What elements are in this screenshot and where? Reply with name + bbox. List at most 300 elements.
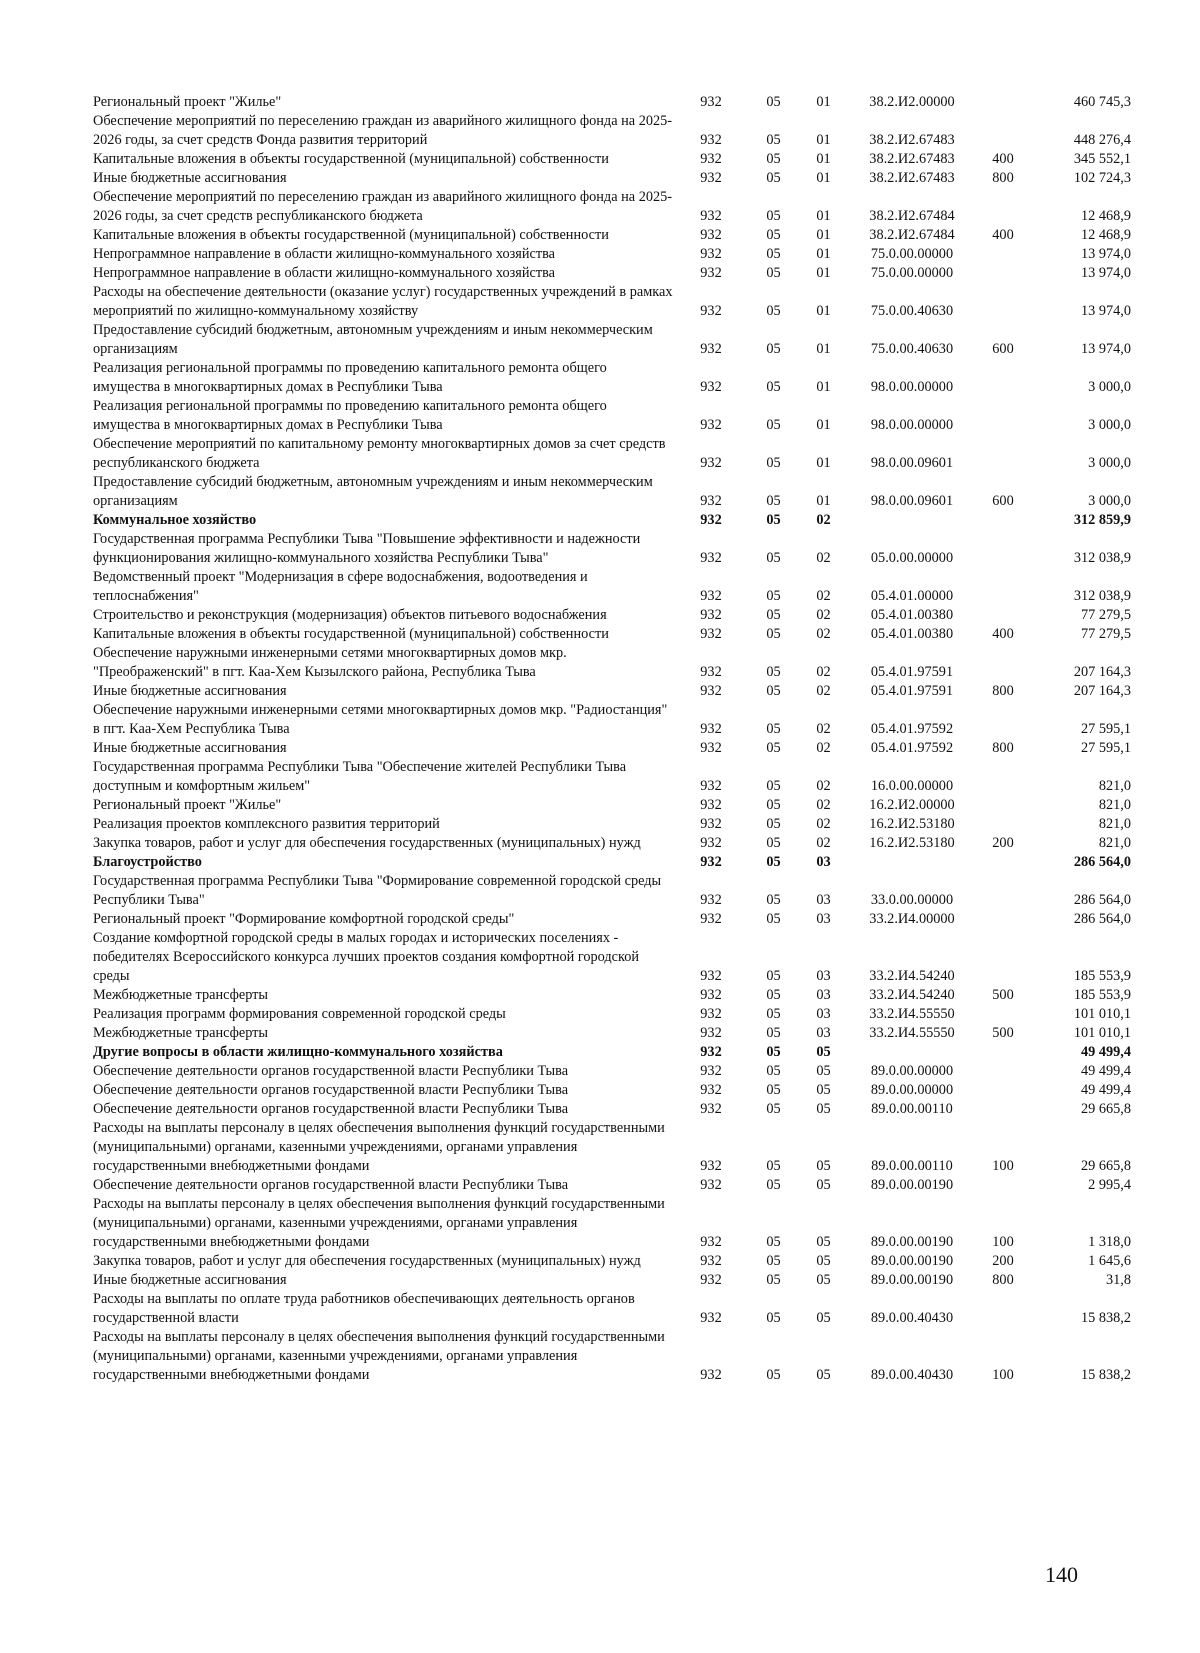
row-expense-type — [978, 359, 1028, 397]
row-name: Другие вопросы в области жилищно-коммунального хозяйства — [93, 1044, 503, 1060]
row-section-code: 05 — [766, 417, 781, 433]
table-row — [93, 1271, 1133, 1290]
row-subsection-code: 05 — [816, 1310, 831, 1326]
row-amount: 29 665,8 — [1080, 1158, 1131, 1174]
row-target-article: 75.0.00.40630 — [870, 303, 954, 319]
row-subsection-code: 01 — [816, 94, 831, 110]
table-row — [93, 169, 1133, 188]
row-amount: 448 276,4 — [1073, 132, 1131, 148]
row-target-article: 98.0.00.00000 — [870, 379, 954, 395]
row-name: Расходы на выплаты персоналу в целях обеспечения выполнения функций государственными (муниципальными) органами, казенными учреждениями, органами управления государственными внебюджетными фондами — [93, 1329, 665, 1383]
row-target-article: 89.0.00.00000 — [870, 1063, 954, 1079]
row-ved-code: 932 — [700, 1063, 722, 1079]
row-ved-code: 932 — [700, 265, 722, 281]
row-expense-type: 600 — [992, 341, 1014, 357]
table-row — [93, 796, 1133, 815]
table-row — [93, 226, 1133, 245]
row-ved-code: 932 — [700, 1101, 722, 1117]
row-amount: 3 000,0 — [1088, 417, 1131, 433]
row-amount: 821,0 — [1098, 797, 1131, 813]
row-expense-type — [978, 910, 1028, 929]
table-row — [93, 644, 1133, 682]
row-expense-type — [978, 188, 1028, 226]
row-section-code: 05 — [766, 892, 781, 908]
row-expense-type — [978, 872, 1028, 910]
row-section-code: 05 — [766, 493, 781, 509]
row-section-code: 05 — [766, 968, 781, 984]
table-row — [93, 986, 1133, 1005]
row-subsection-code: 01 — [816, 151, 831, 167]
row-subsection-code: 02 — [816, 721, 831, 737]
row-ved-code: 932 — [700, 493, 722, 509]
row-section-code: 05 — [766, 1063, 781, 1079]
row-expense-type: 100 — [992, 1367, 1014, 1383]
row-name: Обеспечение деятельности органов государственной власти Республики Тыва — [93, 1101, 569, 1117]
row-section-code: 05 — [766, 588, 781, 604]
row-amount: 821,0 — [1098, 816, 1131, 832]
row-amount: 286 564,0 — [1073, 854, 1131, 870]
row-name: Государственная программа Республики Тыва "Формирование современной городской среды Республики Тыва" — [93, 873, 662, 908]
row-name: Реализация региональной программы по проведению капитального ремонта общего имущества в многоквартирных домах в Республики Тыва — [93, 398, 607, 433]
row-target-article: 33.2.И4.54240 — [869, 968, 955, 984]
row-subsection-code: 02 — [816, 512, 831, 528]
row-ved-code: 932 — [700, 1310, 722, 1326]
row-ved-code: 932 — [700, 1025, 722, 1041]
row-subsection-code: 01 — [816, 379, 831, 395]
row-subsection-code: 03 — [816, 892, 831, 908]
row-name: Расходы на обеспечение деятельности (оказание услуг) государственных учреждений в рамках мероприятий по жилищно-коммунальному хозяйству — [93, 284, 673, 319]
row-target-article: 33.0.00.00000 — [870, 892, 954, 908]
row-ved-code: 932 — [700, 968, 722, 984]
row-target-article: 89.0.00.00110 — [871, 1101, 953, 1117]
table-row — [93, 112, 1133, 150]
row-ved-code: 932 — [700, 417, 722, 433]
row-expense-type — [978, 1290, 1028, 1328]
row-ved-code: 932 — [700, 1006, 722, 1022]
table-row — [93, 1062, 1133, 1081]
row-expense-type — [978, 815, 1028, 834]
row-name: Закупка товаров, работ и услуг для обеспечения государственных (муниципальных) нужд — [93, 835, 641, 851]
row-ved-code: 932 — [700, 664, 722, 680]
row-section-code: 05 — [766, 208, 781, 224]
row-name: Расходы на выплаты по оплате труда работников обеспечивающих деятельность органов государственной власти — [93, 1291, 635, 1326]
row-target-article: 89.0.00.00190 — [870, 1177, 954, 1193]
table-row — [93, 1195, 1133, 1252]
row-expense-type: 800 — [992, 1272, 1014, 1288]
table-row — [93, 1290, 1133, 1328]
row-target-article: 33.2.И4.55550 — [869, 1025, 955, 1041]
row-expense-type — [978, 1100, 1028, 1119]
row-section-code: 05 — [766, 816, 781, 832]
row-expense-type — [978, 758, 1028, 796]
row-target-article: 75.0.00.00000 — [870, 265, 954, 281]
row-expense-type: 200 — [992, 835, 1014, 851]
row-ved-code: 932 — [700, 132, 722, 148]
row-target-article: 89.0.00.00190 — [870, 1272, 954, 1288]
row-target-article: 98.0.00.09601 — [870, 455, 954, 471]
row-target-article: 38.2.И2.67484 — [869, 208, 955, 224]
row-amount: 207 164,3 — [1073, 683, 1131, 699]
budget-table-body — [93, 93, 1133, 1385]
row-section-code: 05 — [766, 1082, 781, 1098]
row-amount: 207 164,3 — [1073, 664, 1131, 680]
row-expense-type — [978, 283, 1028, 321]
table-row — [93, 245, 1133, 264]
row-ved-code: 932 — [700, 303, 722, 319]
row-name: Расходы на выплаты персоналу в целях обеспечения выполнения функций государственными (муниципальными) органами, казенными учреждениями, органами управления государственными внебюджетными фондами — [93, 1196, 665, 1250]
row-ved-code: 932 — [700, 816, 722, 832]
row-section-code: 05 — [766, 1272, 781, 1288]
table-row — [93, 93, 1133, 112]
row-name: Региональный проект "Формирование комфортной городской среды" — [93, 911, 515, 927]
row-ved-code: 932 — [700, 341, 722, 357]
row-amount: 27 595,1 — [1080, 740, 1131, 756]
row-section-code: 05 — [766, 721, 781, 737]
row-subsection-code: 01 — [816, 493, 831, 509]
row-target-article: 16.2.И2.53180 — [869, 835, 955, 851]
row-amount: 12 468,9 — [1080, 208, 1131, 224]
row-section-code: 05 — [766, 683, 781, 699]
row-amount: 31,8 — [1105, 1272, 1131, 1288]
row-ved-code: 932 — [700, 835, 722, 851]
row-subsection-code: 02 — [816, 740, 831, 756]
row-amount: 49 499,4 — [1080, 1063, 1131, 1079]
table-row — [93, 853, 1133, 872]
row-section-code: 05 — [766, 1367, 781, 1383]
row-target-article: 05.4.01.00380 — [870, 626, 954, 642]
row-amount: 3 000,0 — [1088, 455, 1131, 471]
row-name: Капитальные вложения в объекты государственной (муниципальной) собственности — [93, 227, 609, 243]
row-section-code: 05 — [766, 341, 781, 357]
row-amount: 286 564,0 — [1073, 892, 1131, 908]
row-name: Обеспечение мероприятий по капитальному ремонту многоквартирных домов за счет средств республиканского бюджета — [93, 436, 666, 471]
row-expense-type: 800 — [992, 170, 1014, 186]
row-expense-type — [978, 701, 1028, 739]
row-subsection-code: 05 — [816, 1101, 831, 1117]
row-subsection-code: 01 — [816, 227, 831, 243]
row-subsection-code: 01 — [816, 341, 831, 357]
table-row — [93, 530, 1133, 568]
row-name: Реализация региональной программы по проведению капитального ремонта общего имущества в многоквартирных домах в Республики Тыва — [93, 360, 607, 395]
row-ved-code: 932 — [700, 626, 722, 642]
table-row — [93, 473, 1133, 511]
row-amount: 13 974,0 — [1080, 303, 1131, 319]
row-subsection-code: 01 — [816, 170, 831, 186]
row-subsection-code: 05 — [816, 1272, 831, 1288]
row-subsection-code: 02 — [816, 588, 831, 604]
row-subsection-code: 05 — [816, 1367, 831, 1383]
row-subsection-code: 02 — [816, 550, 831, 566]
row-section-code: 05 — [766, 1177, 781, 1193]
table-row — [93, 910, 1133, 929]
row-ved-code: 932 — [700, 208, 722, 224]
row-amount: 29 665,8 — [1080, 1101, 1131, 1117]
table-row — [93, 511, 1133, 530]
row-target-article: 05.4.01.97591 — [870, 664, 954, 680]
row-subsection-code: 01 — [816, 246, 831, 262]
row-target-article: 16.2.И2.00000 — [869, 797, 955, 813]
row-section-code: 05 — [766, 379, 781, 395]
row-expense-type — [978, 93, 1028, 112]
row-section-code: 05 — [766, 132, 781, 148]
table-row — [93, 1176, 1133, 1195]
row-expense-type: 400 — [992, 626, 1014, 642]
row-target-article: 75.0.00.00000 — [870, 246, 954, 262]
row-expense-type: 400 — [992, 227, 1014, 243]
row-expense-type: 100 — [992, 1234, 1014, 1250]
row-name: Межбюджетные трансферты — [93, 987, 269, 1003]
row-target-article: 89.0.00.00190 — [870, 1253, 954, 1269]
row-section-code: 05 — [766, 797, 781, 813]
row-ved-code: 932 — [700, 227, 722, 243]
row-section-code: 05 — [766, 1006, 781, 1022]
page-number: 140 — [1045, 1562, 1078, 1587]
row-expense-type — [978, 568, 1028, 606]
row-target-article: 38.2.И2.67483 — [869, 151, 955, 167]
row-expense-type — [978, 530, 1028, 568]
row-subsection-code: 03 — [816, 1006, 831, 1022]
row-amount: 12 468,9 — [1080, 227, 1131, 243]
row-expense-type — [978, 511, 1028, 530]
row-target-article: 33.2.И4.54240 — [869, 987, 955, 1003]
row-expense-type — [978, 606, 1028, 625]
row-name: Закупка товаров, работ и услуг для обеспечения государственных (муниципальных) нужд — [93, 1253, 641, 1269]
row-subsection-code: 01 — [816, 417, 831, 433]
row-amount: 312 038,9 — [1073, 550, 1131, 566]
row-target-article: 38.2.И2.67483 — [869, 132, 955, 148]
row-expense-type: 800 — [992, 740, 1014, 756]
table-row — [93, 435, 1133, 473]
row-target-article: 89.0.00.00190 — [870, 1234, 954, 1250]
row-section-code: 05 — [766, 626, 781, 642]
row-subsection-code: 01 — [816, 303, 831, 319]
row-amount: 13 974,0 — [1080, 246, 1131, 262]
table-row — [93, 150, 1133, 169]
row-target-article: 98.0.00.09601 — [870, 493, 954, 509]
row-expense-type — [978, 644, 1028, 682]
row-amount: 345 552,1 — [1073, 151, 1131, 167]
row-target-article: 75.0.00.40630 — [870, 341, 954, 357]
row-name: Капитальные вложения в объекты государственной (муниципальной) собственности — [93, 151, 609, 167]
row-target-article: 05.4.01.97592 — [870, 721, 954, 737]
table-row — [93, 283, 1133, 321]
table-row — [93, 1005, 1133, 1024]
row-amount: 49 499,4 — [1080, 1082, 1131, 1098]
row-section-code: 05 — [766, 1101, 781, 1117]
table-row — [93, 758, 1133, 796]
row-ved-code: 932 — [700, 550, 722, 566]
row-section-code: 05 — [766, 265, 781, 281]
row-expense-type: 600 — [992, 493, 1014, 509]
row-amount: 15 838,2 — [1080, 1367, 1131, 1383]
row-ved-code: 932 — [700, 379, 722, 395]
row-name: Обеспечение наружными инженерными сетями многоквартирных домов мкр. "Радиостанция" в пгт. Каа-Хем Республика Тыва — [93, 702, 668, 737]
row-ved-code: 932 — [700, 1367, 722, 1383]
row-subsection-code: 03 — [816, 911, 831, 927]
row-subsection-code: 05 — [816, 1044, 831, 1060]
row-subsection-code: 02 — [816, 835, 831, 851]
row-ved-code: 932 — [700, 854, 722, 870]
row-subsection-code: 05 — [816, 1234, 831, 1250]
row-name: Предоставление субсидий бюджетным, автономным учреждениям и иным некоммерческим организациям — [93, 474, 653, 509]
row-ved-code: 932 — [700, 455, 722, 471]
table-row — [93, 1252, 1133, 1271]
row-ved-code: 932 — [700, 607, 722, 623]
row-section-code: 05 — [766, 1234, 781, 1250]
row-target-article: 16.0.00.00000 — [870, 778, 954, 794]
row-amount: 1 645,6 — [1088, 1253, 1131, 1269]
row-name: Непрограммное направление в области жилищно-коммунального хозяйства — [93, 265, 556, 281]
row-subsection-code: 02 — [816, 626, 831, 642]
table-row — [93, 625, 1133, 644]
row-ved-code: 932 — [700, 778, 722, 794]
row-target-article: 89.0.00.40430 — [870, 1310, 954, 1326]
table-row — [93, 264, 1133, 283]
table-row — [93, 568, 1133, 606]
row-expense-type: 500 — [992, 987, 1014, 1003]
row-expense-type — [978, 796, 1028, 815]
table-row — [93, 1024, 1133, 1043]
row-subsection-code: 02 — [816, 816, 831, 832]
row-subsection-code: 05 — [816, 1253, 831, 1269]
row-subsection-code: 05 — [816, 1082, 831, 1098]
row-amount: 101 010,1 — [1073, 1006, 1131, 1022]
row-subsection-code: 01 — [816, 208, 831, 224]
row-subsection-code: 03 — [816, 987, 831, 1003]
row-ved-code: 932 — [700, 892, 722, 908]
row-ved-code: 932 — [700, 170, 722, 186]
row-expense-type — [978, 1081, 1028, 1100]
row-ved-code: 932 — [700, 246, 722, 262]
row-expense-type — [978, 1176, 1028, 1195]
row-section-code: 05 — [766, 1158, 781, 1174]
row-subsection-code: 03 — [816, 968, 831, 984]
row-amount: 286 564,0 — [1073, 911, 1131, 927]
row-section-code: 05 — [766, 1044, 781, 1060]
row-target-article: 16.2.И2.53180 — [869, 816, 955, 832]
row-amount: 49 499,4 — [1080, 1044, 1131, 1060]
row-amount: 13 974,0 — [1080, 265, 1131, 281]
row-target-article — [846, 1043, 978, 1062]
row-section-code: 05 — [766, 740, 781, 756]
row-name: Обеспечение наружными инженерными сетями многоквартирных домов мкр. "Преображенский" в пгт. Каа-Хем Кызылского района, Республика Тыва — [93, 645, 567, 680]
table-row — [93, 359, 1133, 397]
row-subsection-code: 02 — [816, 797, 831, 813]
row-ved-code: 932 — [700, 987, 722, 1003]
row-amount: 821,0 — [1098, 778, 1131, 794]
budget-table — [93, 93, 1133, 1385]
row-name: Капитальные вложения в объекты государственной (муниципальной) собственности — [93, 626, 609, 642]
row-name: Иные бюджетные ассигнования — [93, 683, 287, 699]
row-amount: 1 318,0 — [1088, 1234, 1131, 1250]
table-row — [93, 815, 1133, 834]
table-row — [93, 1119, 1133, 1176]
table-row — [93, 1043, 1133, 1062]
row-expense-type: 200 — [992, 1253, 1014, 1269]
row-target-article: 38.2.И2.67484 — [869, 227, 955, 243]
row-section-code: 05 — [766, 1025, 781, 1041]
table-row — [93, 606, 1133, 625]
table-row — [93, 397, 1133, 435]
row-name: Региональный проект "Жилье" — [93, 797, 282, 813]
row-target-article: 05.4.01.00000 — [870, 588, 954, 604]
row-ved-code: 932 — [700, 1177, 722, 1193]
row-subsection-code: 02 — [816, 778, 831, 794]
row-amount: 77 279,5 — [1080, 626, 1131, 642]
row-amount: 3 000,0 — [1088, 493, 1131, 509]
row-amount: 3 000,0 — [1088, 379, 1131, 395]
row-section-code: 05 — [766, 778, 781, 794]
row-name: Обеспечение мероприятий по переселению граждан из аварийного жилищного фонда на 2025-2026 годы, за счет средств республиканского бюджета — [93, 189, 673, 224]
table-row — [93, 188, 1133, 226]
row-target-article: 38.2.И2.67483 — [869, 170, 955, 186]
row-expense-type — [978, 435, 1028, 473]
table-row — [93, 1100, 1133, 1119]
table-row — [93, 929, 1133, 986]
row-section-code: 05 — [766, 151, 781, 167]
table-row — [93, 701, 1133, 739]
row-ved-code: 932 — [700, 1253, 722, 1269]
row-ved-code: 932 — [700, 1272, 722, 1288]
row-name: Обеспечение деятельности органов государственной власти Республики Тыва — [93, 1063, 569, 1079]
row-name: Обеспечение деятельности органов государственной власти Республики Тыва — [93, 1082, 569, 1098]
row-ved-code: 932 — [700, 151, 722, 167]
row-ved-code: 932 — [700, 1234, 722, 1250]
row-target-article — [846, 511, 978, 530]
row-section-code: 05 — [766, 512, 781, 528]
table-row — [93, 1081, 1133, 1100]
row-section-code: 05 — [766, 1253, 781, 1269]
row-expense-type — [978, 929, 1028, 986]
row-subsection-code: 05 — [816, 1063, 831, 1079]
row-amount: 185 553,9 — [1073, 987, 1131, 1003]
row-expense-type — [978, 245, 1028, 264]
table-row — [93, 872, 1133, 910]
row-subsection-code: 01 — [816, 455, 831, 471]
row-ved-code: 932 — [700, 740, 722, 756]
row-expense-type — [978, 1043, 1028, 1062]
row-expense-type — [978, 264, 1028, 283]
row-target-article: 05.0.00.00000 — [870, 550, 954, 566]
row-ved-code: 932 — [700, 683, 722, 699]
row-expense-type — [978, 397, 1028, 435]
row-target-article: 98.0.00.00000 — [870, 417, 954, 433]
row-expense-type: 100 — [992, 1158, 1014, 1174]
row-name: Обеспечение деятельности органов государственной власти Республики Тыва — [93, 1177, 569, 1193]
table-row — [93, 1328, 1133, 1385]
row-name: Благоустройство — [93, 854, 202, 870]
row-subsection-code: 02 — [816, 683, 831, 699]
row-amount: 15 838,2 — [1080, 1310, 1131, 1326]
row-target-article: 89.0.00.40430 — [870, 1367, 954, 1383]
row-ved-code: 932 — [700, 911, 722, 927]
row-amount: 77 279,5 — [1080, 607, 1131, 623]
row-expense-type — [978, 853, 1028, 872]
row-section-code: 05 — [766, 303, 781, 319]
row-ved-code: 932 — [700, 94, 722, 110]
row-target-article: 05.4.01.97591 — [870, 683, 954, 699]
row-ved-code: 932 — [700, 721, 722, 737]
row-ved-code: 932 — [700, 1082, 722, 1098]
row-subsection-code: 05 — [816, 1158, 831, 1174]
row-subsection-code: 02 — [816, 664, 831, 680]
row-expense-type: 400 — [992, 151, 1014, 167]
row-subsection-code: 02 — [816, 607, 831, 623]
row-expense-type — [978, 1005, 1028, 1024]
row-target-article: 38.2.И2.00000 — [869, 94, 955, 110]
row-section-code: 05 — [766, 607, 781, 623]
row-amount: 312 038,9 — [1073, 588, 1131, 604]
